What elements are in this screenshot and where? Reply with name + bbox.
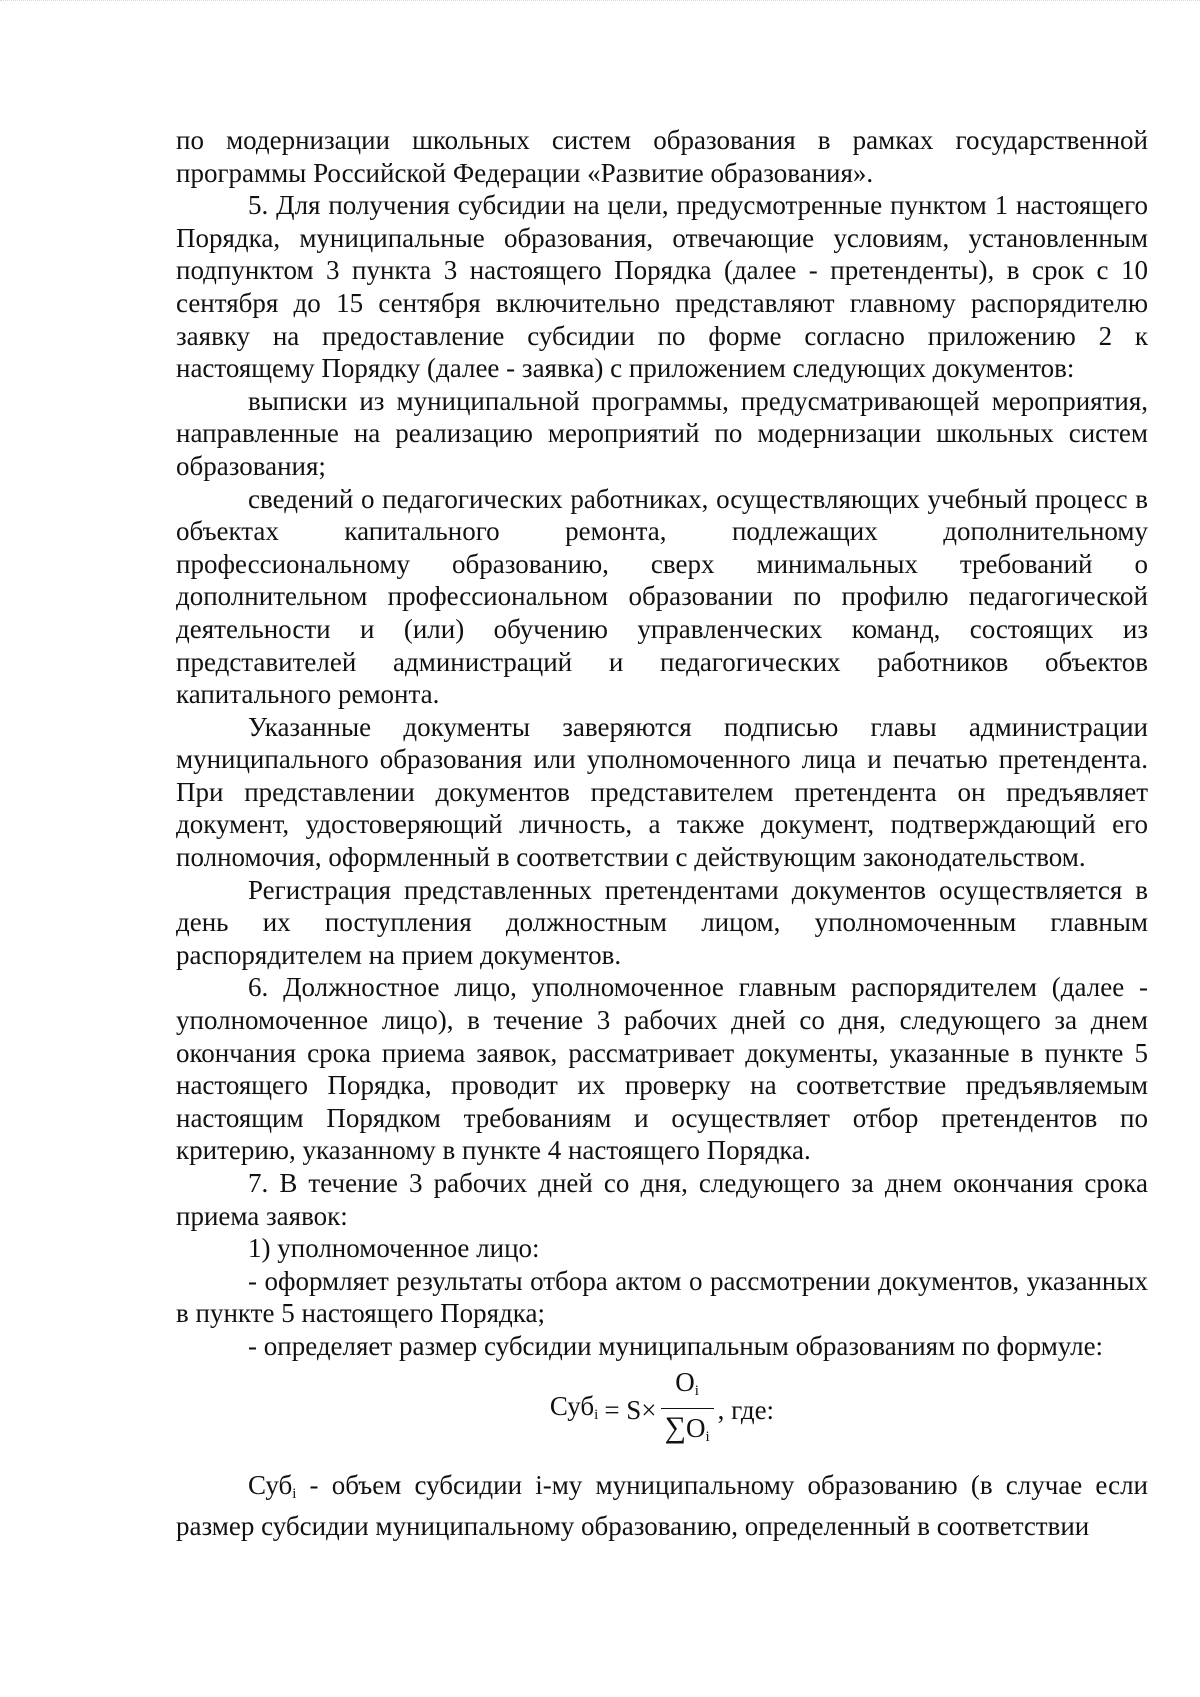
- paragraph-dash-act: - оформляет результаты отбора актом о рассмотрении документов, указанных в пункте 5 настоящего Порядка;: [176, 1265, 1148, 1329]
- paragraph-subsidy-definition: [176, 1469, 1148, 1543]
- subsidy-formula: [176, 1367, 1148, 1451]
- paragraph-dash-formula: - определяет размер субсидии муниципальным образованиям по формуле:: [248, 1330, 1104, 1361]
- formula-operator: = S×: [604, 1395, 657, 1426]
- formula-lhs: Суб$_i$: [549, 1390, 599, 1423]
- definition-text: - объем субсидии i-му муниципальному образованию (в случае если размер субсидии муниципальному образованию, определенный в соответствии: [176, 1469, 1148, 1542]
- paragraph-item-7: 7. В течение 3 рабочих дней со дня, следующего за днем окончания срока приема заявок:: [176, 1168, 1148, 1231]
- paragraph-registration: Регистрация представленных претендентами документов осуществляется в день их поступления должностным лицом, уполномоченным главным распорядителем на прием документов.: [176, 874, 1148, 970]
- paragraph-continuation: по модернизации школьных систем образования в рамках государственной программы Российской Федерации «Развитие образования».: [176, 125, 1148, 188]
- variable-sub-i: Суб$_i$: [248, 1469, 297, 1502]
- sigma-symbol: ∑: [664, 1411, 686, 1445]
- paragraph-extracts: выписки из муниципальной программы, предусматривающей мероприятия, направленные на реализацию мероприятий по модернизации школьных систем образования;: [176, 385, 1148, 481]
- paragraph-item-6: 6. Должностное лицо, уполномоченное главным распорядителем (далее - уполномоченное лицо), в течение 3 рабочих дней со дня, следующего за днем окончания срока приема заявок, рассматривает документы, указанные в пункте 5 настоящего Порядка, проводит их проверку на соответствие предъявляемым настоящим Порядком требованиям и осуществляет отбор претендентов по критерию, указанному в пункте 4 настоящего Порядка.: [176, 972, 1148, 1166]
- paragraph-item-5: 5. Для получения субсидии на цели, предусмотренные пунктом 1 настоящего Порядка, муниципальные образования, отвечающие условиям, установленным подпунктом 3 пункта 3 настоящего Порядка (далее - претенденты), в срок с 10 сентября до 15 сентября включительно представляют главному распорядителю заявку на предоставление субсидии по форме согласно приложению 2 к настоящему Порядку (далее - заявка) с приложением следующих документов:: [176, 190, 1148, 384]
- paragraph-subitem-1: 1) уполномоченное лицо:: [248, 1233, 540, 1264]
- paragraph-certification: Указанные документы заверяются подписью главы администрации муниципального образования или уполномоченного лица и печатью претендента. При представлении документов представителем претендента он предъявляет документ, удостоверяющий личность, а также документ, подтверждающий его полномочия, оформленный в соответствии с действующим законодательством.: [176, 711, 1148, 873]
- formula-fraction: [661, 1365, 714, 1456]
- paragraph-teacher-info: сведений о педагогических работниках, осуществляющих учебный процесс в объектах капитального ремонта, подлежащих дополнительному профессиональному образованию, сверх минимальных требований о дополнительном профессиональном образовании по профилю педагогической деятельности и (или) обучению управленческих команд, состоящих из представителей администраций и педагогических работников объектов капитального ремонта.: [176, 483, 1148, 710]
- formula-denominator: $\sum O_i$: [664, 1411, 710, 1446]
- document-body: [176, 124, 1148, 1543]
- formula-suffix: , где:: [717, 1395, 775, 1426]
- page-top-edge: [0, 0, 1200, 12]
- formula-numerator: $O_i$: [675, 1367, 699, 1400]
